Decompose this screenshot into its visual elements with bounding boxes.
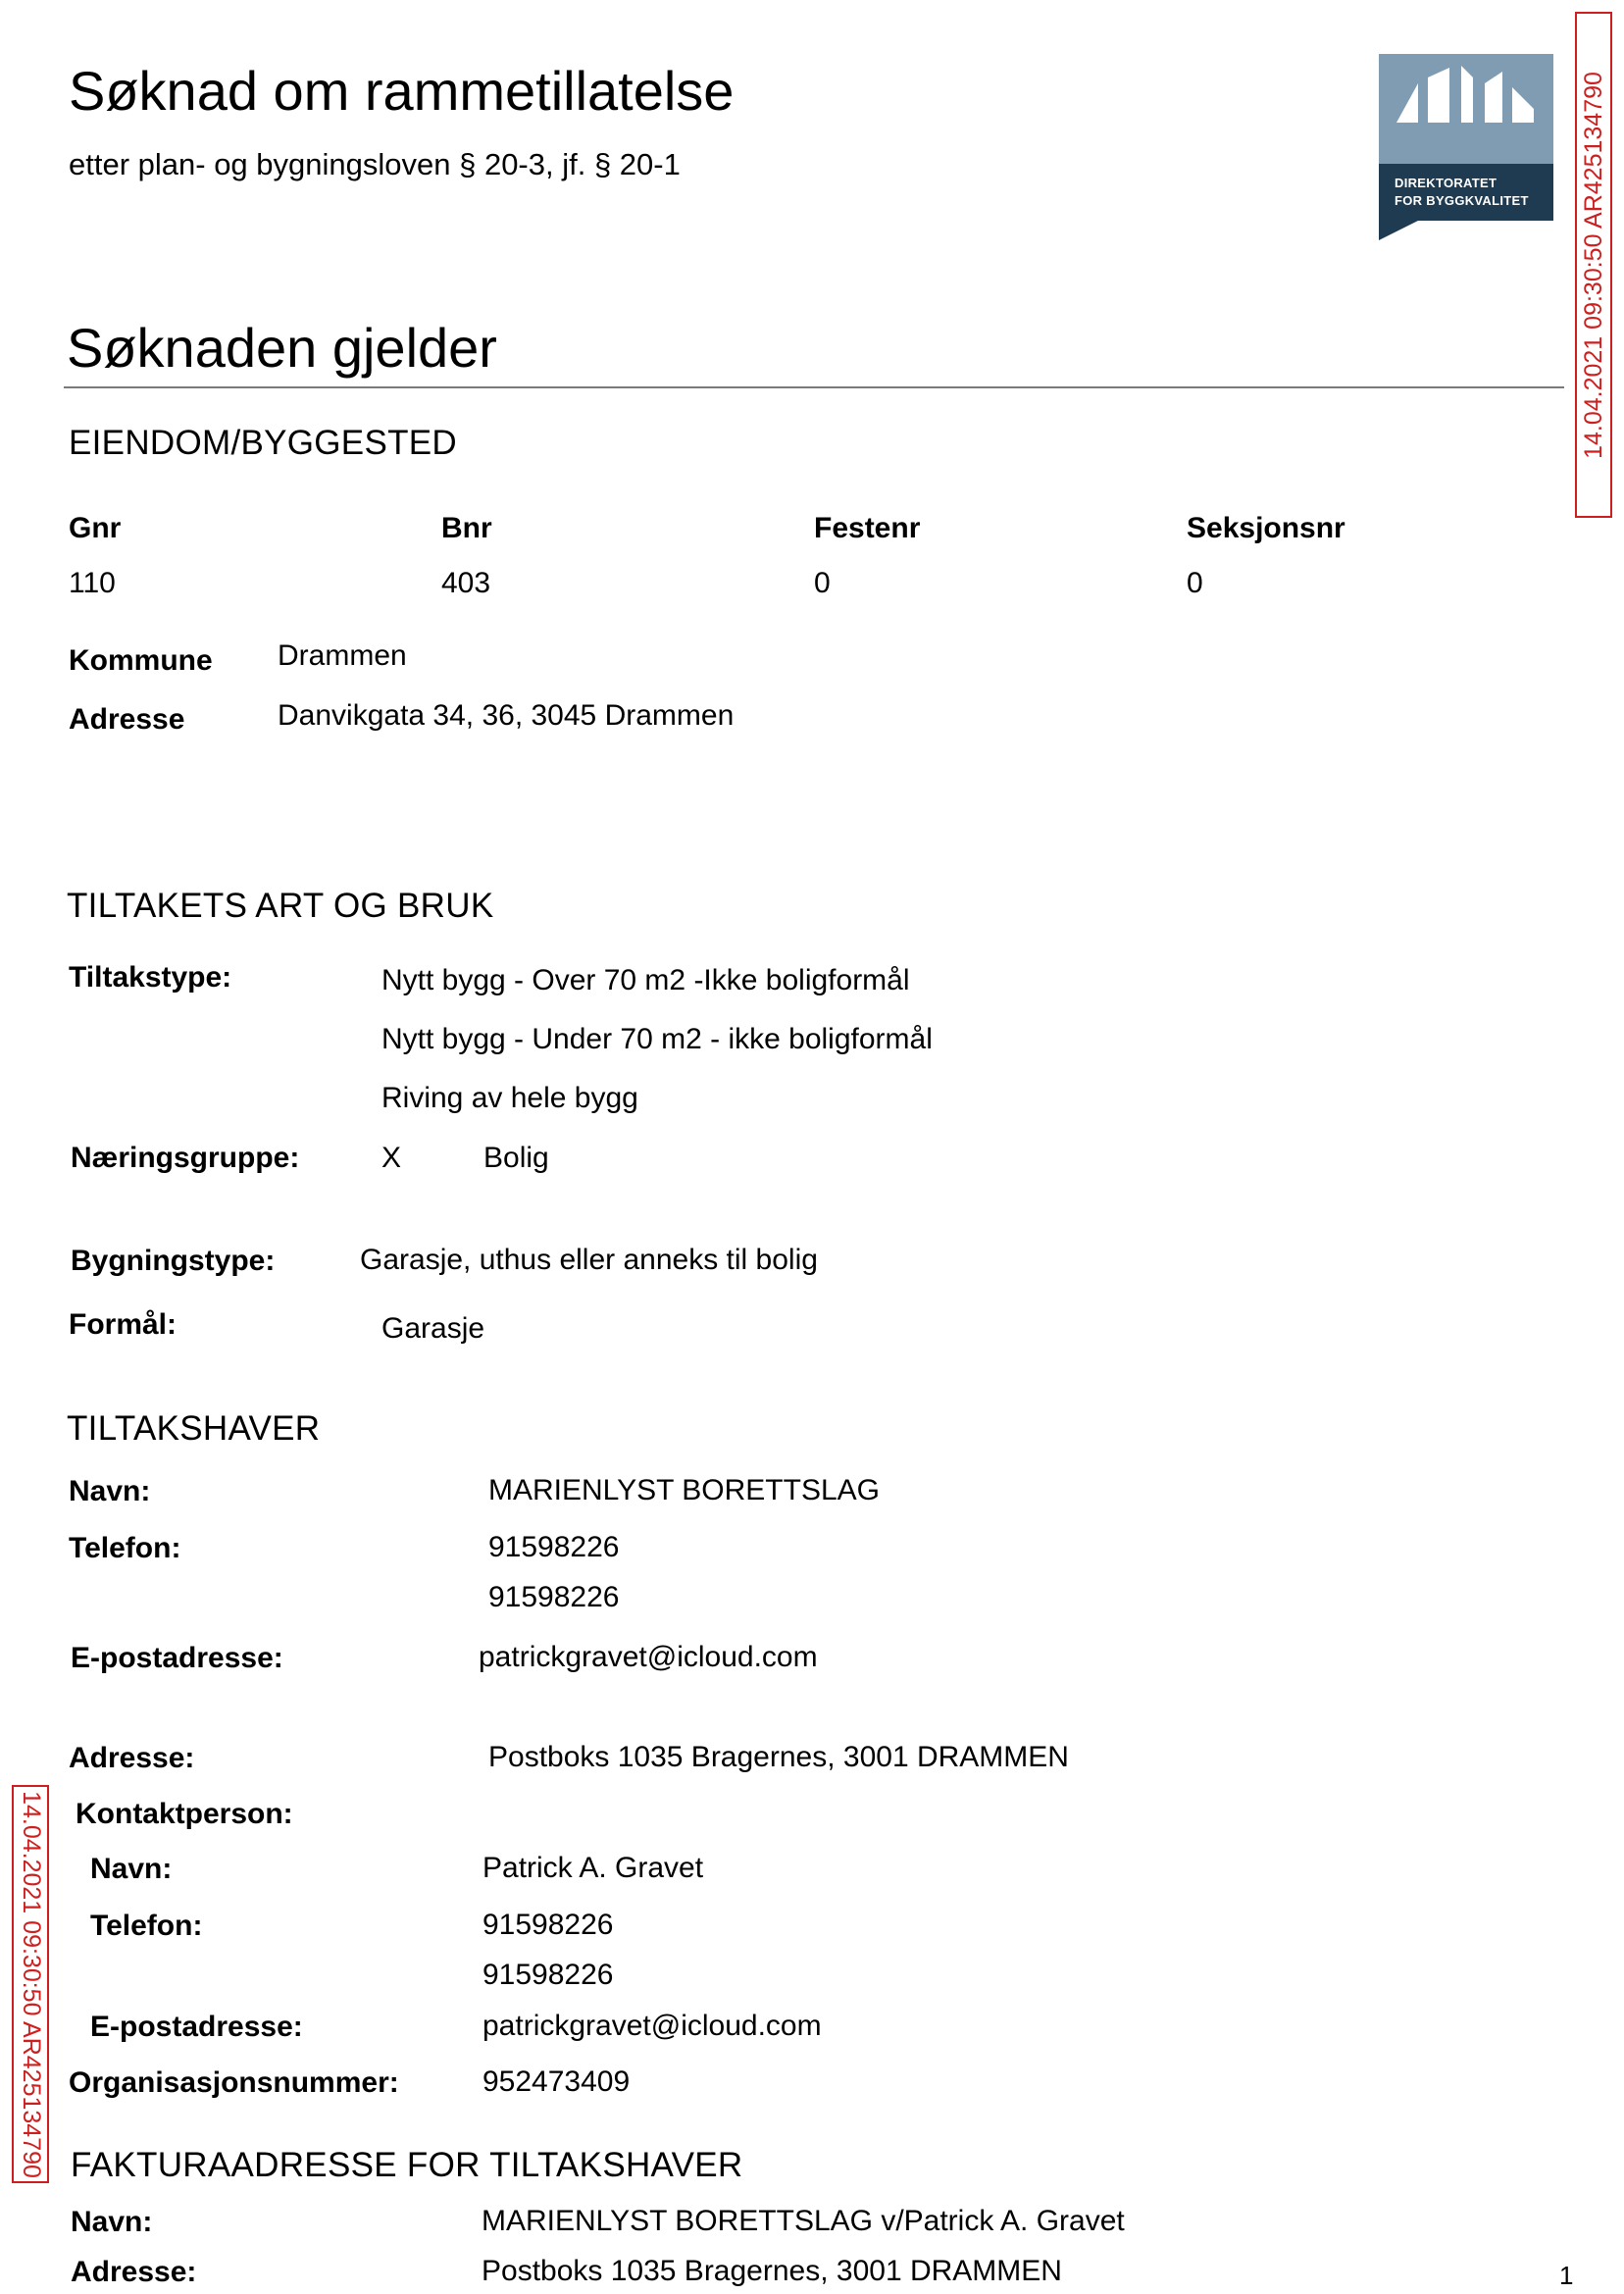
document-title: Søknad om rammetillatelse <box>69 60 735 122</box>
naeringsgruppe-code: X <box>381 1142 402 1174</box>
tiltakshaver-adresse-label: Adresse: <box>69 1742 195 1774</box>
tiltakstype-value-3: Riving av hele bygg <box>381 1082 638 1114</box>
festenr-label: Festenr <box>814 512 921 544</box>
document-subtitle: etter plan- og bygningsloven § 20-3, jf. § 20-1 <box>69 147 681 181</box>
section-title: Søknaden gjelder <box>67 317 497 379</box>
faktura-navn-label: Navn: <box>71 2206 153 2238</box>
naeringsgruppe-value: Bolig <box>483 1142 549 1174</box>
section-divider <box>64 386 1564 388</box>
tiltakshaver-navn-value: MARIENLYST BORETTSLAG <box>488 1474 880 1506</box>
archive-stamp-top <box>1575 12 1612 518</box>
faktura-heading: FAKTURAADRESSE FOR TILTAKSHAVER <box>71 2146 743 2184</box>
archive-stamp-left <box>12 1785 49 2183</box>
seksjonsnr-value: 0 <box>1187 567 1203 599</box>
logo-text-line1: DIREKTORATET <box>1395 176 1497 190</box>
bygningstype-label: Bygningstype: <box>71 1245 276 1277</box>
page-number: 1 <box>1559 2261 1574 2290</box>
logo-text-bar <box>1379 164 1553 221</box>
tiltakshaver-navn-label: Navn: <box>69 1475 151 1507</box>
kommune-label: Kommune <box>69 644 213 677</box>
archive-stamp-top-text: 14.04.2021 09:30:50 AR425134790 <box>1579 71 1607 459</box>
formal-label: Formål: <box>69 1308 178 1341</box>
kontakt-telefon-value-2: 91598226 <box>482 1959 614 1991</box>
tiltakshaver-adresse-value: Postboks 1035 Bragernes, 3001 DRAMMEN <box>488 1741 1069 1773</box>
orgnr-label: Organisasjonsnummer: <box>69 2066 399 2099</box>
kontakt-navn-value: Patrick A. Gravet <box>482 1852 704 1884</box>
bygningstype-value: Garasje, uthus eller anneks til bolig <box>360 1244 818 1276</box>
tiltakshaver-heading: TILTAKSHAVER <box>67 1409 321 1448</box>
tiltakshaver-telefon-label: Telefon: <box>69 1532 181 1564</box>
tiltakshaver-epost-value: patrickgravet@icloud.com <box>479 1641 818 1673</box>
property-heading: EIENDOM/BYGGESTED <box>69 424 457 462</box>
naeringsgruppe-label: Næringsgruppe: <box>71 1142 300 1174</box>
festenr-value: 0 <box>814 567 831 599</box>
kontaktperson-label: Kontaktperson: <box>76 1798 293 1830</box>
archive-stamp-left-text: 14.04.2021 09:30:50 AR425134790 <box>17 1790 45 2178</box>
kontakt-telefon-value-1: 91598226 <box>482 1909 614 1941</box>
tiltakstype-value-1: Nytt bygg - Over 70 m2 -Ikke boligformål <box>381 964 910 996</box>
tiltak-heading: TILTAKETS ART OG BRUK <box>67 887 494 925</box>
kontakt-navn-label: Navn: <box>90 1853 173 1885</box>
adresse-value: Danvikgata 34, 36, 3045 Drammen <box>278 699 735 732</box>
gnr-value: 110 <box>69 567 116 599</box>
tiltakshaver-telefon-value-1: 91598226 <box>488 1531 620 1563</box>
kommune-value: Drammen <box>278 639 407 672</box>
kontakt-telefon-label: Telefon: <box>90 1910 203 1942</box>
tiltakstype-value-2: Nytt bygg - Under 70 m2 - ikke boligformål <box>381 1023 933 1055</box>
tiltakshaver-epost-label: E-postadresse: <box>71 1642 283 1674</box>
faktura-navn-value: MARIENLYST BORETTSLAG v/Patrick A. Gravet <box>482 2205 1125 2237</box>
gnr-label: Gnr <box>69 512 122 544</box>
dibk-logo <box>1379 54 1553 240</box>
logo-building-icon <box>1379 54 1553 164</box>
logo-text-line2: FOR BYGGKVALITET <box>1395 193 1529 208</box>
logo-tail <box>1379 221 1418 240</box>
bnr-value: 403 <box>441 567 491 599</box>
tiltakstype-label: Tiltakstype: <box>69 961 232 994</box>
orgnr-value: 952473409 <box>482 2065 631 2098</box>
formal-value: Garasje <box>381 1312 485 1345</box>
faktura-adresse-value: Postboks 1035 Bragernes, 3001 DRAMMEN <box>482 2255 1062 2287</box>
seksjonsnr-label: Seksjonsnr <box>1187 512 1345 544</box>
kontakt-epost-value: patrickgravet@icloud.com <box>482 2010 822 2042</box>
bnr-label: Bnr <box>441 512 492 544</box>
adresse-label: Adresse <box>69 703 185 736</box>
tiltakshaver-telefon-value-2: 91598226 <box>488 1581 620 1613</box>
kontakt-epost-label: E-postadresse: <box>90 2011 303 2043</box>
faktura-adresse-label: Adresse: <box>71 2256 197 2288</box>
